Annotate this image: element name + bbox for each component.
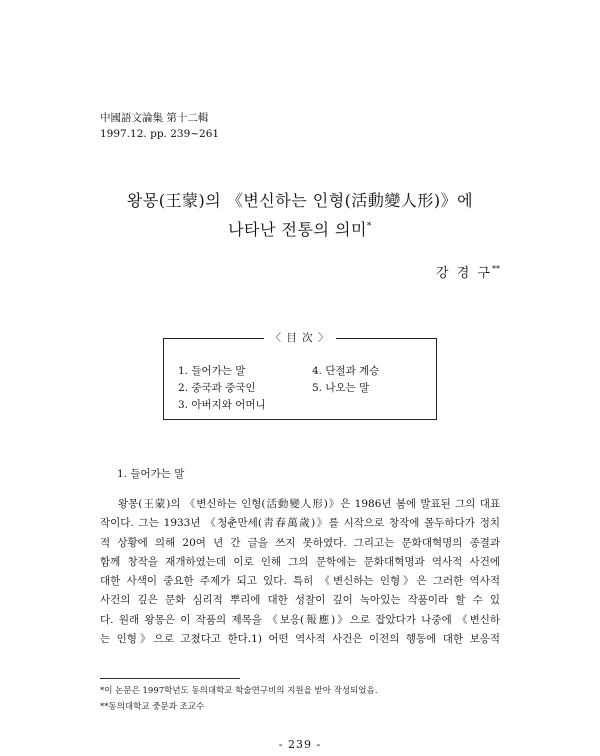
body-line: 함께 창작을 재개하였는데 이로 인해 그의 문학에는 문화대혁명과 역사적 사건에 — [100, 555, 500, 568]
body-line: 는 인형》으로 고쳤다고 한다.1) 어떤 역사적 사건은 이전의 행동에 대한 보응적 — [100, 633, 500, 646]
page-number: - 239 - — [278, 738, 322, 751]
footnote-1: *이 논문은 1997학년도 동의대학교 학술연구비의 지원을 받아 작성되었음. — [100, 686, 378, 696]
body-line: 사건의 깊은 문화 심리적 뿌리에 대한 성찰이 깊이 녹아있는 작품이라 할 수 있 — [100, 594, 500, 607]
toc-item-2: 2. 중국과 중국인 — [178, 382, 256, 394]
author-footnote-mark: ** — [492, 264, 500, 274]
author-name: 강 경 구 — [436, 266, 492, 281]
body-line: 대한 사색이 중요한 주제가 되고 있다. 특히 《변신하는 인형》은 그러한 역사적 — [100, 575, 500, 588]
body-line: 작이다. 그는 1933년 《청춘만세(靑春萬歲)》를 시작으로 창작에 몰두하다가 정치 — [100, 517, 500, 530]
toc-item-1: 1. 들어가는 말 — [178, 365, 246, 377]
toc-heading-text: 〈 目 次 〉 — [264, 332, 335, 344]
title-line-2-text: 나타난 전통의 의미 — [228, 220, 367, 239]
footnote-2: **동의대학교 중문과 조교수 — [100, 702, 205, 712]
journal-name: 中國語文論集 第十二輯 — [100, 112, 209, 124]
body-line: 왕몽(王蒙)의 《변신하는 인형(活動變人形)》은 1986년 봄에 발표된 그의 대표 — [118, 498, 500, 510]
title-line-1: 왕몽(王蒙)의 《변신하는 인형(活動變人形)》에 — [126, 191, 474, 210]
title-footnote-mark: * — [366, 221, 372, 232]
body-line: 적 상황에 의해 20여 년 간 글을 쓰지 못하였다. 그리고는 문화대혁명의 종결과 — [100, 536, 500, 549]
body-line: 다. 원래 왕몽은 이 작품의 제목을 《보응(報應)》으로 잡았다가 나중에 《변신하 — [100, 613, 500, 626]
author — [436, 262, 500, 281]
body-text — [100, 495, 500, 649]
toc-item-4: 4. 단절과 계승 — [312, 365, 380, 377]
toc-heading — [0, 330, 600, 345]
journal-info — [100, 110, 219, 142]
journal-issue: 1997.12. pp. 239~261 — [100, 128, 220, 140]
section-heading: 1. 들어가는 말 — [117, 468, 185, 480]
toc-item-3: 3. 아버지와 어머니 — [178, 399, 266, 411]
footnote-divider — [100, 678, 240, 679]
toc-item-5: 5. 나오는 말 — [312, 382, 370, 394]
title-line-2 — [0, 217, 600, 240]
